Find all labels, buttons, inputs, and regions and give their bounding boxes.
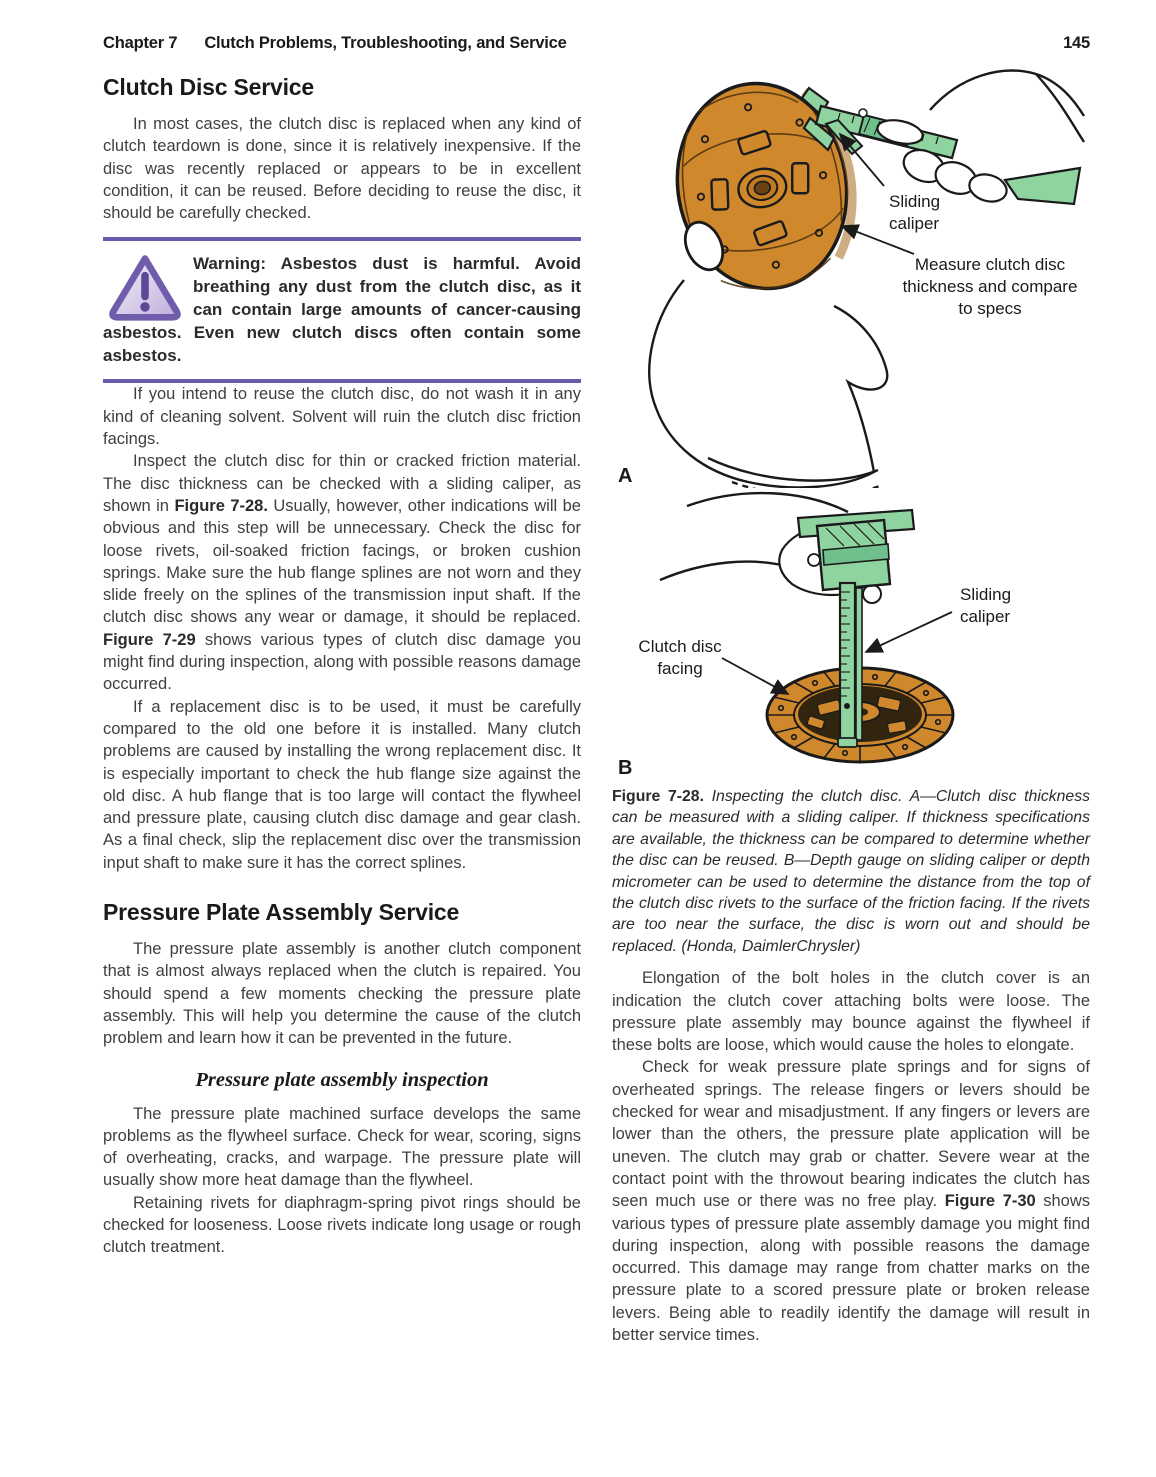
arrow-to-facing [722, 658, 788, 694]
chapter-title: Clutch Problems, Troubleshooting, and Service [204, 34, 567, 52]
paragraph-pressure-plate: The pressure plate assembly is another clutch component that is almost always replaced when the clutch is repaired. You should spend a few moments checking the pressure plate assembly. This will help you determine the cause of the clutch problem and learn how it can be prevented in the future. [103, 940, 581, 1048]
paragraph-solvent: If you intend to reuse the clutch disc, do not wash it in any kind of cleaning solvent. Solvent will ruin the clutch disc friction facings. [103, 385, 581, 449]
warning-box [103, 237, 581, 383]
label-measure: to specs [958, 299, 1022, 318]
label-sliding-caliper: Sliding [889, 192, 941, 211]
clutch-disc [661, 69, 867, 302]
page-header [103, 34, 1090, 53]
running-head [103, 34, 567, 53]
figure-part-label-b: B [618, 757, 633, 779]
chapter-label: Chapter 7 [103, 34, 178, 52]
hand-holding-disc [649, 280, 887, 488]
paragraph-retaining-rivets: Retaining rivets for diaphragm-spring pivot rings should be checked for looseness. Loose rivets indicate long usage or rough clutch treatment. [103, 1193, 581, 1257]
warning-triangle-icon [103, 252, 193, 318]
paragraph-replacement: If a replacement disc is to be used, it must be carefully compared to the old one before it is installed. Many clutch problems are caused by installing the wrong replacement disc. It is especially important to check the hub flange size against the old disc. A hub flange that is too large will contact the flywheel and pressure plate, causing clutch disc damage and gear clash. As a final check, slip the replacement disc over the transmission input shaft to make sure it has the correct splines. [103, 697, 581, 872]
left-column [103, 66, 581, 1259]
figure-7-28-a-illustration [612, 58, 1090, 488]
figure-7-28-b-illustration [612, 488, 1090, 780]
paragraph-check-springs: Check for weak pressure plate springs and for signs of overheated springs. The release fingers or levers should be checked for wear and misadjustment. If any fingers or levers are lower than the others, the pressure plate application will be uneven. The clutch may grab or chatter. Severe wear at the contact point with the throwout bearing indicates the clutch has seen much use or there was no free play. Figure 7-30 shows various types of pressure plate assembly damage you might find during inspection, along with possible reasons the damage occurred. This damage may range from chatter marks on the pressure plate to a scored pressure plate or broken release levers. Being able to readily identify the damage will result in better service times. [612, 1058, 1091, 1344]
label-measure: Measure clutch disc [914, 255, 1066, 274]
right-column [612, 58, 1090, 1346]
paragraph-inspect: Inspect the clutch disc for thin or cracked friction material. The disc thickness can be checked with a sliding caliper, as shown in Figure 7-28. Usually, however, other indications will be obvious and this step will be unnecessary. Check the disc for loose rivets, oil-soaked friction facings, or broken cushion springs. Make sure the hub flange splines are not worn and they slide freely on the splines of the transmission input shaft. If the clutch disc shows any wear or damage, it should be replaced. Figure 7-29 shows various types of clutch disc damage you might find during inspection, along with possible reasons damage occurred. [103, 452, 581, 694]
label-sliding-caliper: Sliding [960, 585, 1012, 604]
hand-holding-caliper [875, 71, 1084, 206]
heading-clutch-disc-service: Clutch Disc Service [103, 74, 314, 100]
label-clutch-disc-facing: facing [657, 659, 703, 678]
label-sliding-caliper: caliper [960, 607, 1011, 626]
sliding-caliper-scale [838, 583, 862, 747]
arrow-to-caliper [866, 612, 952, 652]
label-measure: thickness and compare [902, 277, 1078, 296]
paragraph-intro: In most cases, the clutch disc is replaced when any kind of clutch teardown is done, since it is relatively inexpensive. If the disc was recently replaced or appears to be in excellent condition, it can be reused. Before deciding to reuse the disc, it should be carefully checked. [103, 115, 581, 223]
paragraph-machined-surface: The pressure plate machined surface develops the same problems as the flywheel surface. Check for wear, scoring, signs of overheating, cracks, and warpage. The pressure plate will usually show more heat damage than the flywheel. [103, 1104, 581, 1190]
heading-pressure-plate-assembly-service: Pressure Plate Assembly Service [103, 899, 460, 926]
figure-part-label-a: A [618, 465, 633, 487]
label-clutch-disc-facing: Clutch disc [638, 637, 722, 656]
label-sliding-caliper: caliper [889, 214, 940, 233]
page-number: 145 [1063, 34, 1090, 52]
right-column-text [612, 967, 1090, 1346]
warning-text: Warning: Asbestos dust is harmful. Avoid breathing any dust from the clutch disc, as it can contain large amounts of cancer-causing asbestos. Even new clutch discs often contain some asbestos. [103, 254, 581, 366]
figure-7-28-caption: Figure 7-28. Inspecting the clutch disc. A—Clutch disc thickness can be measured with a sliding caliper. If thickness specifications are available, the thickness can be compared to determine whether the disc can be reused. B—Depth gauge on sliding caliper or depth micrometer can be used to determine the distance from the top of the clutch disc rivets to the surface of the friction facing. If the rivets are too near the surface, the disc is worn out and should be replaced. (Honda, DaimlerChrysler) [612, 788, 1091, 955]
subheading-pressure-plate-inspection: Pressure plate assembly inspection [195, 1068, 489, 1091]
paragraph-elongation: Elongation of the bolt holes in the clutch cover is an indication the clutch cover attaching bolts were loose. The pressure plate assembly may bounce against the flywheel if these bolts are loose, which would cause the holes to elongate. [612, 969, 1090, 1055]
